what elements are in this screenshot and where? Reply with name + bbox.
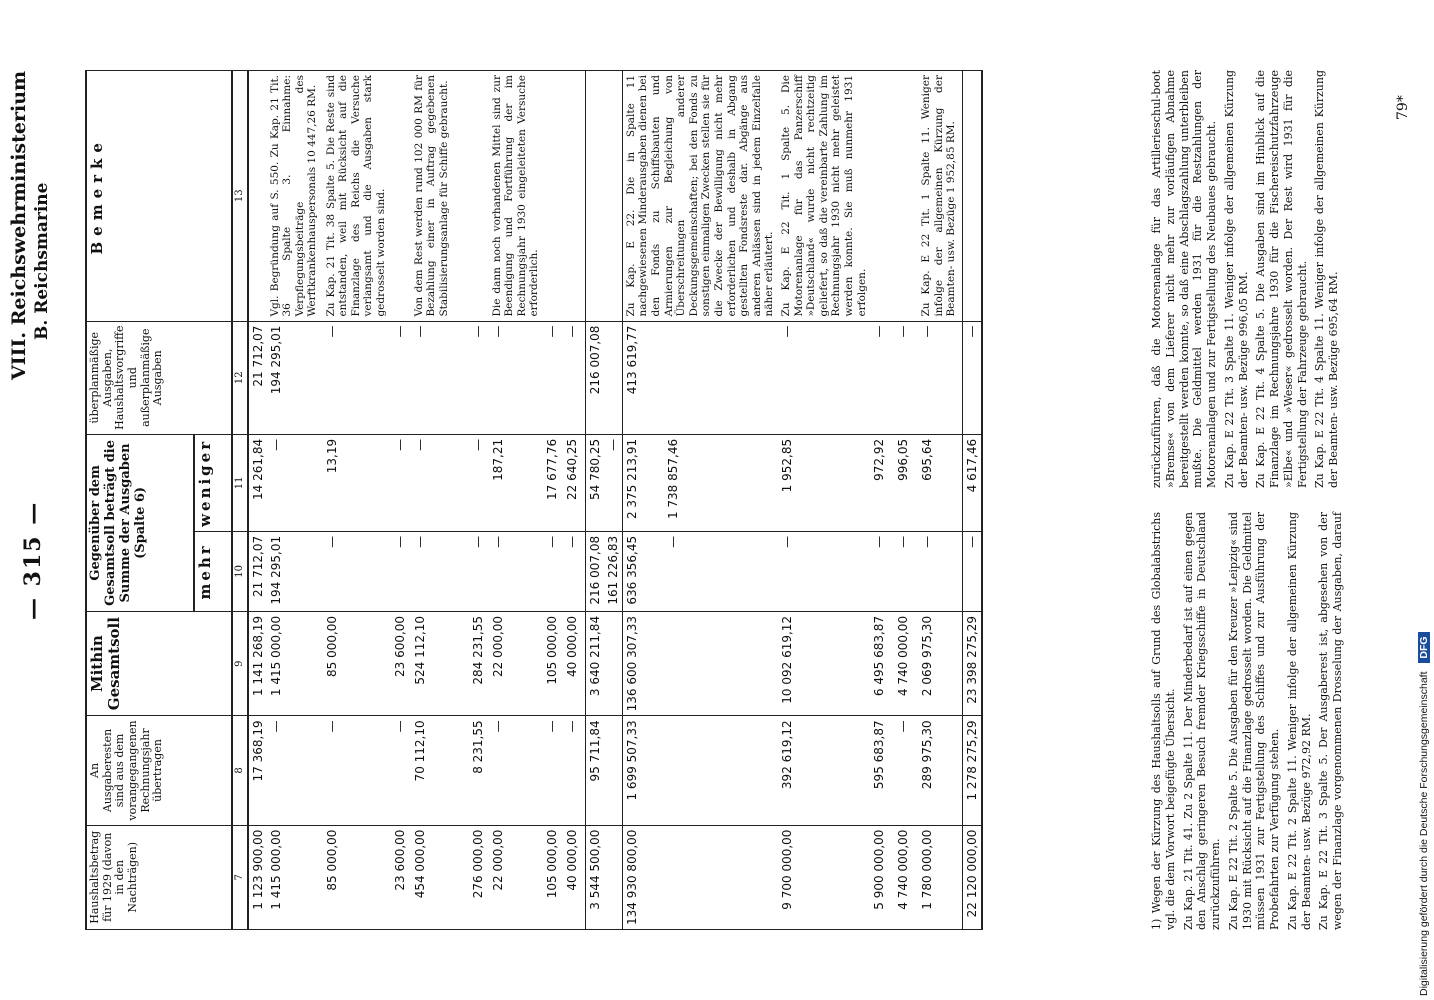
col-num-13: 13 [232, 71, 248, 322]
remark-cell [469, 71, 489, 322]
table-cell: 996,05 [894, 434, 918, 531]
empty-cell [664, 825, 778, 929]
footnotes [1150, 70, 1345, 930]
table-cell: — [469, 321, 489, 434]
table-cell: 8 231,55 [469, 716, 489, 825]
table-cell: 595 683,87 [870, 716, 894, 825]
table-cell: — [563, 716, 586, 825]
table-cell: 136 600 307,33 [622, 611, 664, 715]
table-cell: — [323, 321, 391, 434]
col9-header: Mithin Gesamtsoll [86, 611, 232, 715]
table-cell: 216 007,08 [585, 321, 604, 434]
table-cell: 5 900 000,00 [870, 825, 894, 929]
table-cell: — [489, 321, 543, 434]
col-num-9: 9 [232, 611, 248, 715]
table-cell: 1 415 000,00 [267, 611, 323, 715]
table-cell: 14 261,84 [248, 434, 267, 531]
table-cell: 95 711,84 [585, 716, 604, 825]
table-cell: — [469, 434, 489, 531]
col12-header: überplanmäßige Ausgaben, Haushaltsvorgriffe und außerplanmäßige Ausgaben [86, 321, 232, 434]
table-cell: 4 740 000,00 [894, 825, 918, 929]
table-cell: — [870, 321, 894, 434]
empty-cell [604, 825, 623, 929]
budget-table [85, 70, 983, 930]
table-row [489, 71, 543, 930]
table-row [323, 71, 391, 930]
dfg-note: Digitalisierung gefördert durch die Deutsche Forschungsgemeinschaft [1418, 671, 1430, 996]
table-cell: 1 780 000,00 [918, 825, 963, 929]
remark-cell: Zu Kap. 21 Tit. 38 Spalte 5. Die Reste sind entstanden, weil mit Rücksicht auf die Finanzlage des Reichs die Versuche verlangsamt und die Ausgaben stark gedrosselt worden sind. [323, 71, 391, 322]
col-num-12: 12 [232, 321, 248, 434]
table-cell: 284 231,55 [469, 611, 489, 715]
col7-header: Haushaltsbetrag für 1929 (davon in den Nachträgen) [86, 825, 232, 929]
table-cell: — [323, 531, 391, 611]
table-cell: — [563, 321, 586, 434]
remark-cell: Die dann noch vorhandenen Mittel sind zur Beendigung und Fortführung der im Rechnungsjahr 1930 eingeleiteten Versuche erforderlich. [489, 71, 543, 322]
table-row [543, 71, 563, 930]
table-row [894, 71, 918, 930]
table-cell: 21 712,07 [248, 321, 267, 434]
remark-cell: Zu Kap. E 22 Tit. 1 Spalte 11. Weniger infolge der allgemeinen Kürzung der Beamten- usw. Bezüge 1 952,85 RM. [918, 71, 963, 322]
col10-11-group-header: Gegenüber dem Gesamtsoll beträgt die Summe der Ausgaben (Spalte 6) [86, 434, 194, 611]
table-cell: — [411, 321, 469, 434]
table-cell: 1 738 857,46 [664, 434, 778, 531]
col8-header: An Ausgaberesten sind aus dem vorangegangenen Rechnungsjahr übertragen [86, 716, 232, 825]
total-e22-row [622, 71, 664, 930]
table-cell: — [563, 531, 586, 611]
table-cell: 187,21 [489, 434, 543, 531]
table-cell: — [604, 434, 623, 531]
page-footer: 79* [1395, 95, 1411, 120]
table-row [563, 71, 586, 930]
table-cell: 276 000,00 [469, 825, 489, 929]
footnote: Zu Kap. E 22 Tit. 2 Spalte 5. Die Ausgaben für den Kreuzer »Leipzig« sind 1930 mit Rücksicht auf die Finanzlage gedrosselt worden. Die Geldmittel müssen 1931 zur Fertigstellung des Schiffes und zur Ausführung der Probefahrten zur Verfügung stehen. [1226, 512, 1281, 930]
col11-header: weniger [194, 434, 232, 531]
remark-cell [870, 71, 894, 322]
table-cell: 1 123 900,00 [248, 825, 267, 929]
table-cell: 4 617,46 [963, 434, 983, 531]
table-cell: — [489, 716, 543, 825]
table-cell: 23 600,00 [391, 825, 411, 929]
col-num-7: 7 [232, 825, 248, 929]
remark-cell [563, 71, 586, 322]
remark-cell: Zu Kap. E 22 Tit. 1 Spalte 5. Die Motorenanlage für das Panzerschiff »Deutschland« wurde nicht rechtzeitig geliefert, so daß die vereinbarte Zahlung im Rechnungsjahr 1930 nicht mehr geleistet werden konnte. Sie muß nunmehr 1931 erfolgen. [778, 71, 870, 322]
table-cell: — [411, 434, 469, 531]
table-cell: 105 000,00 [543, 825, 563, 929]
table-cell: — [894, 321, 918, 434]
table-cell: 17 677,76 [543, 434, 563, 531]
remark-cell [391, 71, 411, 322]
table-cell: — [469, 531, 489, 611]
col13-header: Bemerke [86, 71, 232, 322]
table-cell: 392 619,12 [778, 716, 870, 825]
table-cell: — [778, 531, 870, 611]
table-cell: — [963, 531, 983, 611]
table-cell: 1 415 000,00 [267, 825, 323, 929]
table-cell: 194 295,01 [267, 531, 323, 611]
table-cell: 9 700 000,00 [778, 825, 870, 929]
col-num-11: 11 [232, 434, 248, 531]
table-row [248, 71, 267, 930]
subtotal-row [585, 71, 604, 930]
table-cell: 134 930 800,00 [622, 825, 664, 929]
table-cell: 10 092 619,12 [778, 611, 870, 715]
table-cell: — [267, 434, 323, 531]
table-row [918, 71, 963, 930]
table-cell: 1 699 507,33 [622, 716, 664, 825]
table-cell: 454 000,00 [411, 825, 469, 929]
table-cell: — [543, 716, 563, 825]
table-cell: 85 000,00 [323, 611, 391, 715]
col-num-10: 10 [232, 531, 248, 611]
table-cell: 695,64 [918, 434, 963, 531]
footnote: Zu Kap. E 22 Tit. 2 Spalte 11. Weniger infolge der allgemeinen Kürzung der Beamten- usw. Bezüge 972,92 RM. [1285, 512, 1313, 930]
table-row [411, 71, 469, 930]
empty-cell [585, 71, 604, 322]
table-cell: 524 112,10 [411, 611, 469, 715]
table-row [778, 71, 870, 930]
table-cell: 21 712,07 [248, 531, 267, 611]
table-cell: 3 640 211,84 [585, 611, 604, 715]
footnote: Zu Kap. E 22 Tit. 3 Spalte 5. Der Ausgaberest ist, abgesehen von der wegen der Finanzlage vorgenommenen Drosselung der Ausgaben, darauf zurückzuführen, daß die Motorenanlage für das Artillerieschul-boot »Bremse« von dem Lieferer nicht mehr zur vorläufigen Abnahme bereitgestellt werden konnte, so daß eine Abschlagszahlung unterbleiben mußte. Die Geldmittel werden 1931 für die Restzahlungen der Motorenanlagen und zur Fertigstellung des Neubaues gebraucht. [1150, 70, 1344, 930]
empty-cell [664, 716, 778, 825]
table-cell: 413 619,77 [622, 321, 664, 434]
table-cell: — [963, 321, 983, 434]
remark-cell: Zu Kap. E 22. Die in Spalte 11 nachgewiesenen Minderausgaben dienen bei den Fonds zu Schiffsbauten und Armierungen zur Begleichung von Überschreitungen anderer Deckungsgemeinschaften; bei den Fonds zu sonstigen einmaligen Zwecken stellen sie für die Zwecke der Bewilligung nicht mehr erforderlichen und deshalb in Abgang gestellten Fondsreste dar. Abgänge aus anderen Anlässen sind in jedem Einzelfalle näher erläutert. [622, 71, 778, 322]
table-cell: 22 000,00 [489, 825, 543, 929]
footnote: Zu Kap. E 22 Tit. 4 Spalte 5. Die Ausgaben sind im Hinblick auf die Finanzlage im Rechnungsjahre 1930 für die Fischereischutzfahrzeuge »Elbe« und »Weser« gedrosselt worden. Der Rest wird 1931 für die Fertigstellung der Fahrzeuge gebraucht. [1254, 70, 1309, 488]
col10-header: mehr [194, 531, 232, 611]
table-row [870, 71, 894, 930]
table-cell: 161 226,83 [604, 531, 623, 611]
table-cell: 1 278 275,29 [963, 716, 983, 825]
table-cell: 105 000,00 [543, 611, 563, 715]
table-cell: — [489, 531, 543, 611]
footnote: Zu Kap. 21 Tit. 41. Zu 2 Spalte 11. Der Minderbedarf ist auf einen gegen den Anschlag geringeren Besuch fremder Kriegsschiffe in Deutschland zurückzuführen. [1181, 512, 1222, 930]
table-cell: 1 952,85 [778, 434, 870, 531]
table-body [248, 71, 983, 930]
footnote: 1) Wegen der Kürzung des Haushaltsolls auf Grund des Globalabstrichs vgl. die dem Vorwort beigefügte Übersicht. [1150, 512, 1177, 930]
table-cell: — [894, 531, 918, 611]
table-cell: 22 120 000,00 [963, 825, 983, 929]
table-cell: 40 000,00 [563, 611, 586, 715]
table-cell: 2 375 213,91 [622, 434, 664, 531]
table-cell: 4 740 000,00 [894, 611, 918, 715]
table-cell: 6 495 683,87 [870, 611, 894, 715]
table-cell: 40 000,00 [563, 825, 586, 929]
table-cell: — [894, 716, 918, 825]
empty-cell [604, 71, 623, 322]
dfg-logo: DFG [1418, 632, 1430, 662]
table-cell: 194 295,01 [267, 321, 323, 434]
table-cell: — [267, 716, 323, 825]
empty-cell [664, 321, 778, 434]
remark-cell: Vgl. Begründung auf S. 550. Zu Kap. 21 Tit. 36 Spalte 3. Einnahme: Verpflegungsbeiträge des Werftkrankenhauspersonals 10 447,26 RM. [267, 71, 323, 322]
remark-cell: Von dem Rest werden rund 102 000 RM für Bezahlung einer in Auftrag gegebenen Stabilisierungsanlage für Schiffe gebraucht. [411, 71, 469, 322]
empty-cell [604, 716, 623, 825]
empty-cell [604, 321, 623, 434]
table-row [391, 71, 411, 930]
page-number: — 315 — [20, 500, 46, 620]
table-cell: — [778, 321, 870, 434]
table-cell: 22 000,00 [489, 611, 543, 715]
table-cell: — [391, 434, 411, 531]
section-title: B. Reichsmarine [32, 182, 52, 340]
table-cell: 54 780,25 [585, 434, 604, 531]
table-cell: 216 007,08 [585, 531, 604, 611]
table-row [267, 71, 323, 930]
table-cell: — [411, 531, 469, 611]
table-cell: 85 000,00 [323, 825, 391, 929]
table-cell: 23 600,00 [391, 611, 411, 715]
table-cell: 22 640,25 [563, 434, 586, 531]
table-cell: 1 141 268,19 [248, 611, 267, 715]
table-cell: 636 356,45 [622, 531, 664, 611]
table-cell: 289 975,30 [918, 716, 963, 825]
table-cell: 13,19 [323, 434, 391, 531]
col-num-8: 8 [232, 716, 248, 825]
table-cell: — [918, 531, 963, 611]
footnote: Zu Kap. E 22 Tit. 3 Spalte 11. Weniger infolge der allgemeinen Kürzung der Beamten- usw. Bezüge 996,05 RM. [1222, 70, 1250, 488]
table-row [963, 71, 983, 930]
footnote: Zu Kap. E 22 Tit. 4 Spalte 11. Weniger infolge der allgemeinen Kürzung der Beamten- usw. Bezüge 695,64 RM. [1313, 70, 1340, 488]
remark-cell [248, 71, 267, 322]
table-cell: 972,92 [870, 434, 894, 531]
table-cell: 2 069 975,30 [918, 611, 963, 715]
table-cell: — [543, 531, 563, 611]
table-cell: — [391, 531, 411, 611]
side-note-strip [1418, 6, 1432, 996]
subtotal-row-2 [604, 71, 623, 930]
table-cell: — [664, 531, 778, 611]
table-cell: 3 544 500,00 [585, 825, 604, 929]
table-cell: 17 368,19 [248, 716, 267, 825]
table-row [469, 71, 489, 930]
table-cell: — [918, 321, 963, 434]
remark-cell [543, 71, 563, 322]
table-cell: 70 112,10 [411, 716, 469, 825]
table-cell: — [543, 321, 563, 434]
empty-cell [604, 611, 623, 715]
table-cell: — [391, 716, 411, 825]
table-cell: — [323, 716, 391, 825]
ministry-title: VIII. Reichswehrministerium [8, 70, 30, 380]
table-cell: 23 398 275,29 [963, 611, 983, 715]
table-cell: — [391, 321, 411, 434]
remark-cell [894, 71, 918, 322]
empty-cell [664, 611, 778, 715]
table-cell: — [870, 531, 894, 611]
remark-cell [963, 71, 983, 322]
